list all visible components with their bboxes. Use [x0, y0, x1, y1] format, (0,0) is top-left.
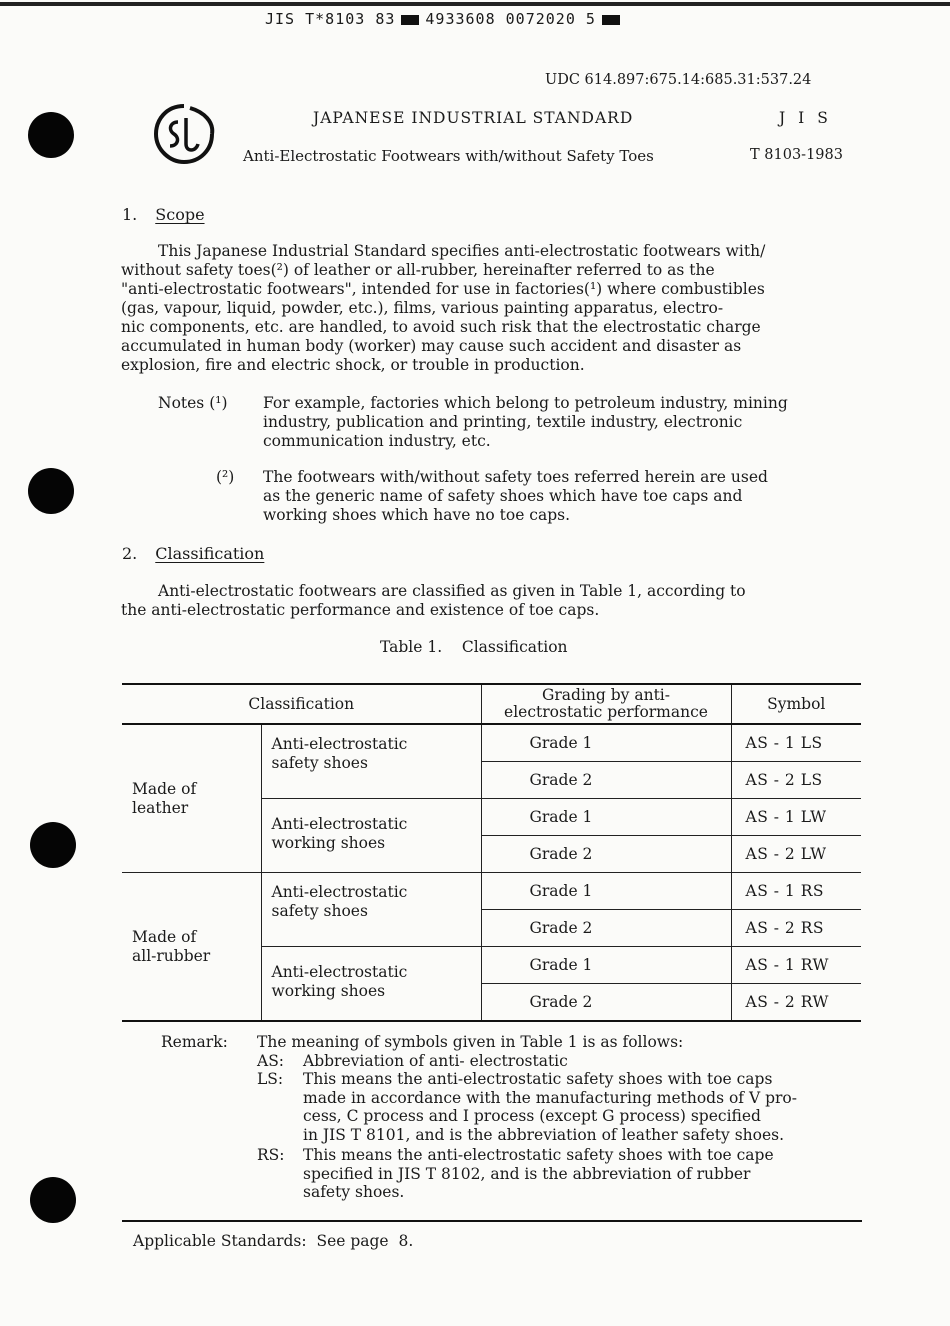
remark-key: RS: — [257, 1146, 285, 1164]
note-2-mark: (²) — [216, 468, 235, 486]
document-title: Anti-Electrostatic Footwears with/without Safety Toes — [243, 147, 654, 165]
symbol-cell: AS - 1 RW — [731, 947, 861, 984]
table-row — [122, 873, 861, 910]
material-rubber — [122, 873, 261, 1022]
jis-title: JAPANESE INDUSTRIAL STANDARD — [313, 109, 634, 127]
type-cell — [261, 799, 481, 873]
symbol-cell: AS - 2 LW — [731, 836, 861, 873]
symbol-cell: AS - 2 RS — [731, 910, 861, 947]
grade-cell: Grade 2 — [481, 984, 731, 1022]
grade-cell: Grade 1 — [481, 947, 731, 984]
notes-label — [158, 394, 228, 413]
scan-header-code — [265, 10, 626, 28]
type-line: safety shoes — [271, 902, 368, 920]
text-line: specified in JIS T 8102, and is the abbreviation of rubber — [303, 1164, 751, 1183]
type-line: Anti-electrostatic — [271, 883, 408, 901]
grade-cell: Grade 1 — [481, 799, 731, 836]
text-line: communication industry, etc. — [263, 432, 491, 450]
text-line: This means the anti-electrostatic safety shoes with toe cape — [303, 1146, 774, 1164]
barcode-block — [602, 15, 620, 25]
udc-number: UDC 614.897:675.14:685.31:537.24 — [545, 72, 812, 88]
text-line: as the generic name of safety shoes which have toe caps and — [263, 487, 743, 505]
section-number: 2. — [122, 544, 138, 563]
grade-cell: Grade 2 — [481, 762, 731, 799]
type-cell — [261, 873, 481, 947]
jis-abbreviation: J I S — [779, 109, 832, 127]
notes-word: Notes — [158, 394, 205, 412]
remark-label: Remark: — [161, 1033, 228, 1051]
remark-item — [257, 1070, 867, 1144]
text-line: (gas, vapour, liquid, powder, etc.), films, various painting apparatus, electro- — [121, 299, 724, 317]
text-line: industry, publication and printing, textile industry, electronic — [263, 413, 743, 431]
text-line: nic components, etc. are handled, to avoid such risk that the electrostatic charge — [121, 318, 761, 336]
section-title: Classification — [155, 544, 265, 563]
text-line: working shoes which have no toe caps. — [263, 506, 571, 524]
text-line: "anti-electrostatic footwears", intended for use in factories(¹) where combustibles — [121, 280, 765, 298]
binder-hole — [28, 468, 74, 514]
header-grading — [481, 684, 731, 724]
header-line: Grading by anti- — [542, 686, 670, 704]
text-line: This Japanese Industrial Standard specifies anti-electrostatic footwears with/ — [158, 242, 766, 260]
type-line: working shoes — [271, 982, 386, 1000]
type-line: safety shoes — [271, 754, 368, 772]
material-line: all-rubber — [132, 946, 211, 965]
barcode-block — [401, 15, 419, 25]
text-line: explosion, fire and electric shock, or trouble in production. — [121, 356, 585, 374]
text-line: The footwears with/without safety toes referred herein are used — [263, 468, 768, 486]
remark-intro: The meaning of symbols given in Table 1 is as follows: — [257, 1033, 684, 1051]
scan-top-edge — [0, 2, 950, 6]
type-line: working shoes — [271, 834, 386, 852]
note-2 — [263, 468, 863, 525]
jis-logo-icon — [148, 100, 220, 168]
table-header-row — [122, 684, 861, 724]
text-line: accumulated in human body (worker) may cause such accident and disaster as — [121, 337, 742, 355]
binder-hole — [30, 1177, 76, 1223]
binder-hole — [28, 112, 74, 158]
classification-paragraph — [121, 582, 861, 620]
type-line: Anti-electrostatic — [271, 963, 408, 981]
header-symbol: Symbol — [731, 684, 861, 724]
remark-body — [257, 1033, 867, 1202]
header-classification: Classification — [122, 684, 481, 724]
type-line: Anti-electrostatic — [271, 815, 408, 833]
text-line: For example, factories which belong to petroleum industry, mining — [263, 394, 788, 412]
symbol-cell: AS - 1 LW — [731, 799, 861, 836]
type-cell — [261, 724, 481, 799]
remark-item — [257, 1146, 867, 1202]
table-row — [122, 724, 861, 762]
header-code-right: 4933608 0072020 5 — [425, 10, 596, 28]
grade-cell: Grade 2 — [481, 836, 731, 873]
text-line: without safety toes(²) of leather or all-rubber, hereinafter referred to as the — [121, 261, 715, 279]
grade-cell: Grade 2 — [481, 910, 731, 947]
remark-item — [257, 1052, 867, 1071]
text-line: cess, C process and I process (except G process) specified — [303, 1107, 761, 1125]
note-1 — [263, 394, 863, 451]
remark-key: LS: — [257, 1070, 284, 1088]
text-line: This means the anti-electrostatic safety shoes with toe caps — [303, 1070, 773, 1088]
note-mark: (¹) — [209, 394, 228, 412]
text-line: Anti-electrostatic footwears are classified as given in Table 1, according to — [158, 582, 746, 600]
type-line: Anti-electrostatic — [271, 735, 408, 753]
remark-key: AS: — [257, 1051, 285, 1070]
section-heading-classification — [122, 544, 264, 563]
classification-table — [122, 683, 861, 1022]
header-line: electrostatic performance — [504, 703, 708, 721]
text-line: safety shoes. — [303, 1183, 405, 1201]
text-line: the anti-electrostatic performance and existence of toe caps. — [121, 601, 600, 619]
grade-cell: Grade 1 — [481, 724, 731, 762]
section-title: Scope — [155, 205, 205, 224]
material-line: Made of — [132, 927, 197, 946]
type-cell — [261, 947, 481, 1022]
scope-paragraph — [121, 242, 861, 375]
footer-divider — [122, 1220, 862, 1222]
table-caption: Table 1. Classification — [380, 638, 568, 656]
material-leather — [122, 724, 261, 873]
symbol-cell: AS - 1 RS — [731, 873, 861, 910]
header-code-left: JIS T*8103 83 — [265, 10, 396, 28]
applicable-standards: Applicable Standards: See page 8. — [133, 1232, 414, 1250]
text-line: made in accordance with the manufacturing methods of V pro- — [303, 1088, 797, 1107]
binder-hole — [30, 822, 76, 868]
document-number: T 8103-1983 — [750, 147, 843, 163]
symbol-cell: AS - 2 RW — [731, 984, 861, 1022]
symbol-cell: AS - 2 LS — [731, 762, 861, 799]
text-line: Abbreviation of anti- electrostatic — [303, 1051, 568, 1070]
material-line: leather — [132, 798, 189, 817]
section-heading-scope — [122, 205, 205, 224]
text-line: in JIS T 8101, and is the abbreviation of leather safety shoes. — [303, 1125, 785, 1144]
grade-cell: Grade 1 — [481, 873, 731, 910]
material-line: Made of — [132, 779, 197, 798]
symbol-cell: AS - 1 LS — [731, 724, 861, 762]
section-number: 1. — [122, 205, 138, 224]
